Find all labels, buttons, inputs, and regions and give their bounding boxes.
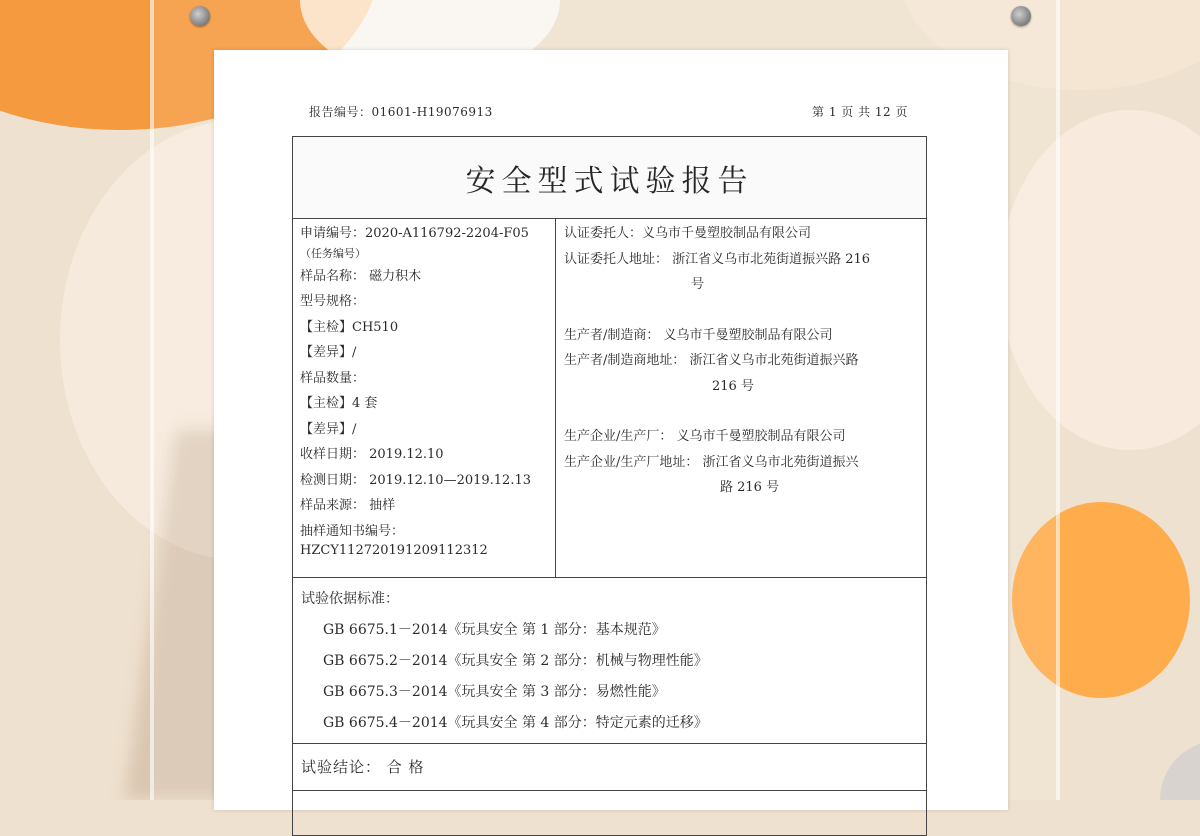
diff-quantity: 【差异】/ (300, 421, 357, 437)
standard-item: GB 6675.2－2014《玩具安全 第 2 部分：机械与物理性能》 (323, 653, 708, 669)
factory: 生产企业/生产厂： 义乌市千曼塑胶制品有限公司 (564, 429, 846, 444)
sampling-notice-label: 抽样通知书编号： (300, 523, 405, 539)
task-number-note: （任务编号） (300, 246, 366, 260)
application-number: 申请编号：2020-A116792-2204-F05 (300, 226, 529, 241)
report-title: 安全型式试验报告 (293, 137, 926, 219)
manufacturer: 生产者/制造商： 义乌市千曼塑胶制品有限公司 (564, 327, 833, 343)
factory-address: 生产企业/生产厂地址： 浙江省义乌市北苑街道振兴 (564, 454, 859, 470)
manufacturer-address: 生产者/制造商地址： 浙江省义乌市北苑街道振兴路 (564, 353, 859, 368)
factory-address-cont: 路 216 号 (720, 480, 780, 495)
main-model: 【主检】CH510 (300, 319, 399, 335)
received-date: 收样日期： 2019.12.10 (300, 447, 444, 462)
page-info: 第 1 页 共 12 页 (812, 105, 908, 119)
client-address: 认证委托人地址： 浙江省义乌市北苑街道振兴路 216 (564, 251, 871, 267)
sample-source: 样品来源： 抽样 (300, 498, 396, 513)
standard-item: GB 6675.3－2014《玩具安全 第 3 部分：易燃性能》 (323, 684, 666, 700)
test-standards (293, 578, 926, 744)
right-pin-icon (1011, 6, 1031, 26)
standard-item: GB 6675.1－2014《玩具安全 第 1 部分：基本规范》 (323, 622, 666, 638)
client: 认证委托人：义乌市千曼塑胶制品有限公司 (564, 226, 812, 241)
test-date: 检测日期： 2019.12.10—2019.12.13 (300, 472, 531, 488)
standard-item: GB 6675.4－2014《玩具安全 第 4 部分：特定元素的迁移》 (323, 715, 708, 731)
report-table (292, 136, 927, 836)
sample-name: 样品名称： 磁力积木 (300, 268, 422, 284)
grey-disc-bottom-right (1160, 740, 1200, 800)
sample-info (293, 219, 556, 577)
sampling-notice-number: HZCY112720191209112312 (300, 543, 488, 558)
model-spec-label: 型号规格： (300, 294, 366, 309)
party-info (556, 219, 926, 577)
report-document (214, 50, 1008, 810)
report-number: 报告编号：01601-H19076913 (309, 105, 493, 119)
cut-off-row (293, 791, 926, 811)
manufacturer-address-cont: 216 号 (712, 378, 754, 394)
main-quantity: 【主检】4 套 (300, 396, 378, 411)
client-address-cont: 号 (691, 277, 705, 292)
info-section (293, 219, 926, 578)
diff-model: 【差异】/ (300, 345, 357, 360)
standards-label: 试验依据标准： (301, 591, 399, 607)
test-conclusion: 试验结论： 合 格 (293, 744, 926, 791)
sample-quantity-label: 样品数量： (300, 370, 366, 386)
left-pin-icon (190, 6, 210, 26)
